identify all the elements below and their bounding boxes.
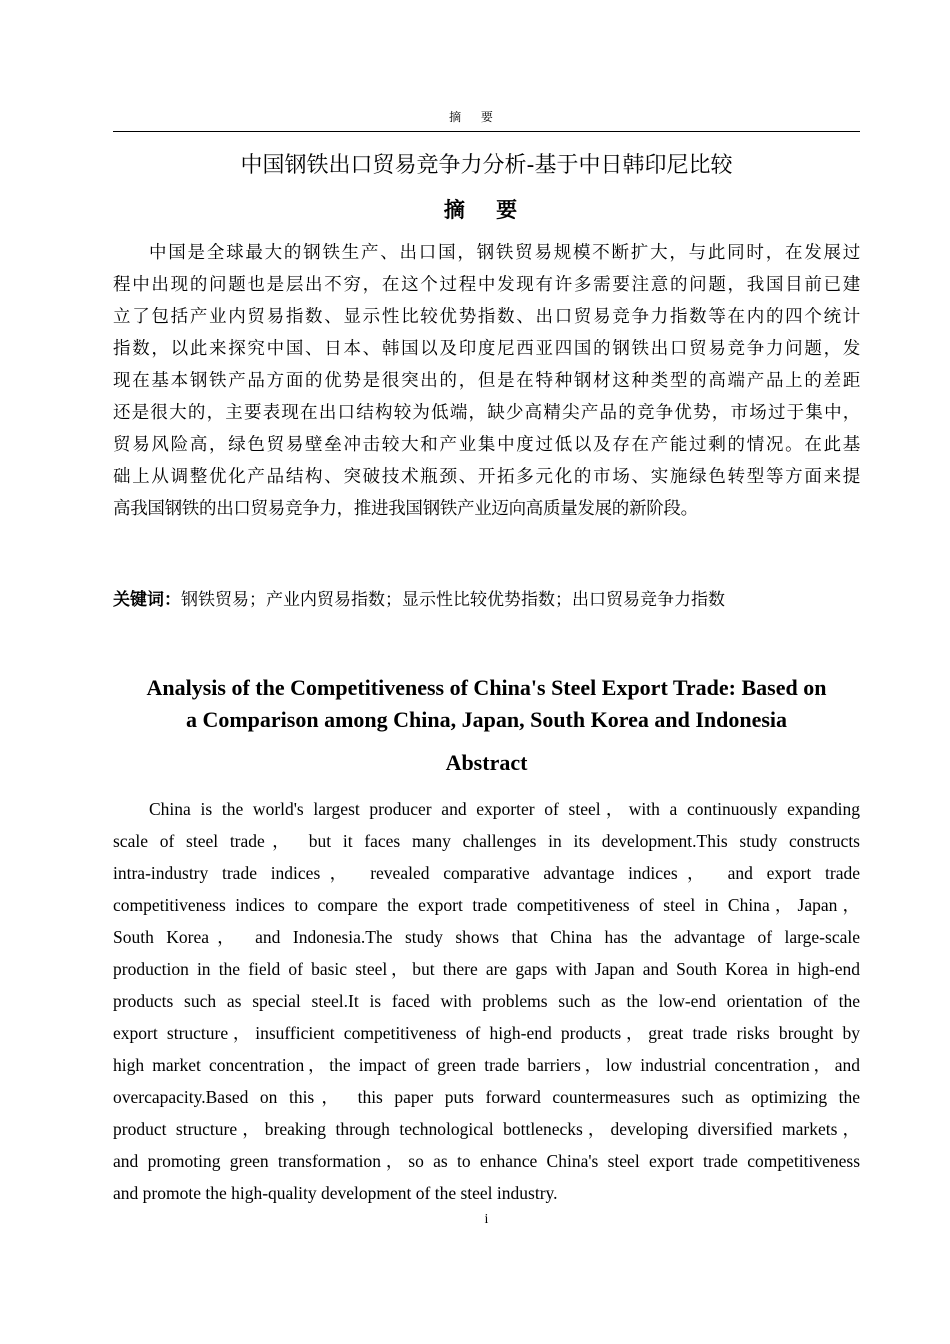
abstract-line: 高我国钢铁的出口贸易竞争力，推进我国钢铁产业迈向高质量发展的新阶段。 — [113, 499, 698, 519]
abstract-line: 础上从调整优化产品结构、突破技术瓶颈、开拓多元化的市场、实施绿色转型等方面来提 — [113, 467, 860, 487]
abstract-line: 程中出现的问题也是层出不穷，在这个过程中发现有许多需要注意的问题，我国目前已建 — [113, 275, 860, 295]
abstract-line: export structure，insufficient competitiveness of high-end products，great trade risks brought by — [113, 1023, 860, 1043]
english-title-line: Analysis of the Competitiveness of China's Steel Export Trade: Based on — [146, 675, 827, 700]
header-rule — [113, 131, 860, 132]
keywords-label: 关键词： — [113, 590, 181, 610]
abstract-line: 现在基本钢铁产品方面的优势是很突出的，但是在特种钢材这种类型的高端产品上的差距 — [113, 371, 860, 391]
abstract-line: intra-industry trade indices， revealed comparative advantage indices， and export trade — [113, 863, 860, 883]
abstract-line: 贸易风险高，绿色贸易壁垒冲击较大和产业集中度过低以及存在产能过剩的情况。在此基 — [113, 435, 860, 455]
abstract-line: 指数，以此来探究中国、日本、韩国以及印度尼西亚四国的钢铁出口贸易竞争力问题，发 — [113, 339, 860, 359]
keywords — [113, 585, 725, 610]
keywords-text: 钢铁贸易；产业内贸易指数；显示性比较优势指数；出口贸易竞争力指数 — [181, 590, 725, 610]
chinese-abstract-heading: 摘 要 — [443, 198, 530, 222]
abstract-line: China is the world's largest producer and exporter of steel，with a continuously expanding — [149, 799, 860, 819]
abstract-line: production in the field of basic steel，but there are gaps with Japan and South Korea in high-end — [113, 959, 860, 979]
abstract-line: high market concentration，the impact of green trade barriers，low industrial concentration，and — [113, 1055, 860, 1075]
abstract-line: and promoting green transformation，so as to enhance China's steel export trade competitiveness — [113, 1151, 860, 1171]
chinese-abstract — [113, 237, 860, 525]
abstract-line: overcapacity.Based on this， this paper puts forward countermeasures such as optimizing the — [113, 1087, 860, 1107]
abstract-line: 还是很大的，主要表现在出口结构较为低端，缺少高精尖产品的竞争优势，市场过于集中， — [113, 403, 860, 423]
abstract-line: product structure，breaking through technological bottlenecks，developing diversified markets， — [113, 1119, 860, 1139]
chinese-title: 中国钢铁出口贸易竞争力分析-基于中日韩印尼比较 — [240, 153, 733, 178]
abstract-line: 中国是全球最大的钢铁生产、出口国，钢铁贸易规模不断扩大，与此同时，在发展过 — [149, 243, 860, 263]
english-title — [113, 672, 860, 736]
page-number: i — [484, 1212, 489, 1227]
abstract-line: 立了包括产业内贸易指数、显示性比较优势指数、出口贸易竞争力指数等在内的四个统计 — [113, 307, 860, 327]
running-header: 摘 要 — [449, 110, 501, 124]
abstract-line: scale of steel trade， but it faces many challenges in its development.This study constructs — [113, 831, 860, 851]
abstract-line: competitiveness indices to compare the export trade competitiveness of steel in China，Japan， — [113, 895, 860, 915]
abstract-line: products such as special steel.It is faced with problems such as the low-end orientation of the — [113, 991, 860, 1011]
english-abstract — [113, 793, 860, 1209]
english-title-line: a Comparison among China, Japan, South Korea and Indonesia — [185, 707, 788, 732]
abstract-line: and promote the high-quality development of the steel industry. — [113, 1183, 558, 1203]
english-abstract-heading: Abstract — [445, 750, 528, 775]
abstract-line: South Korea， and Indonesia.The study shows that China has the advantage of large-scale — [113, 927, 860, 947]
